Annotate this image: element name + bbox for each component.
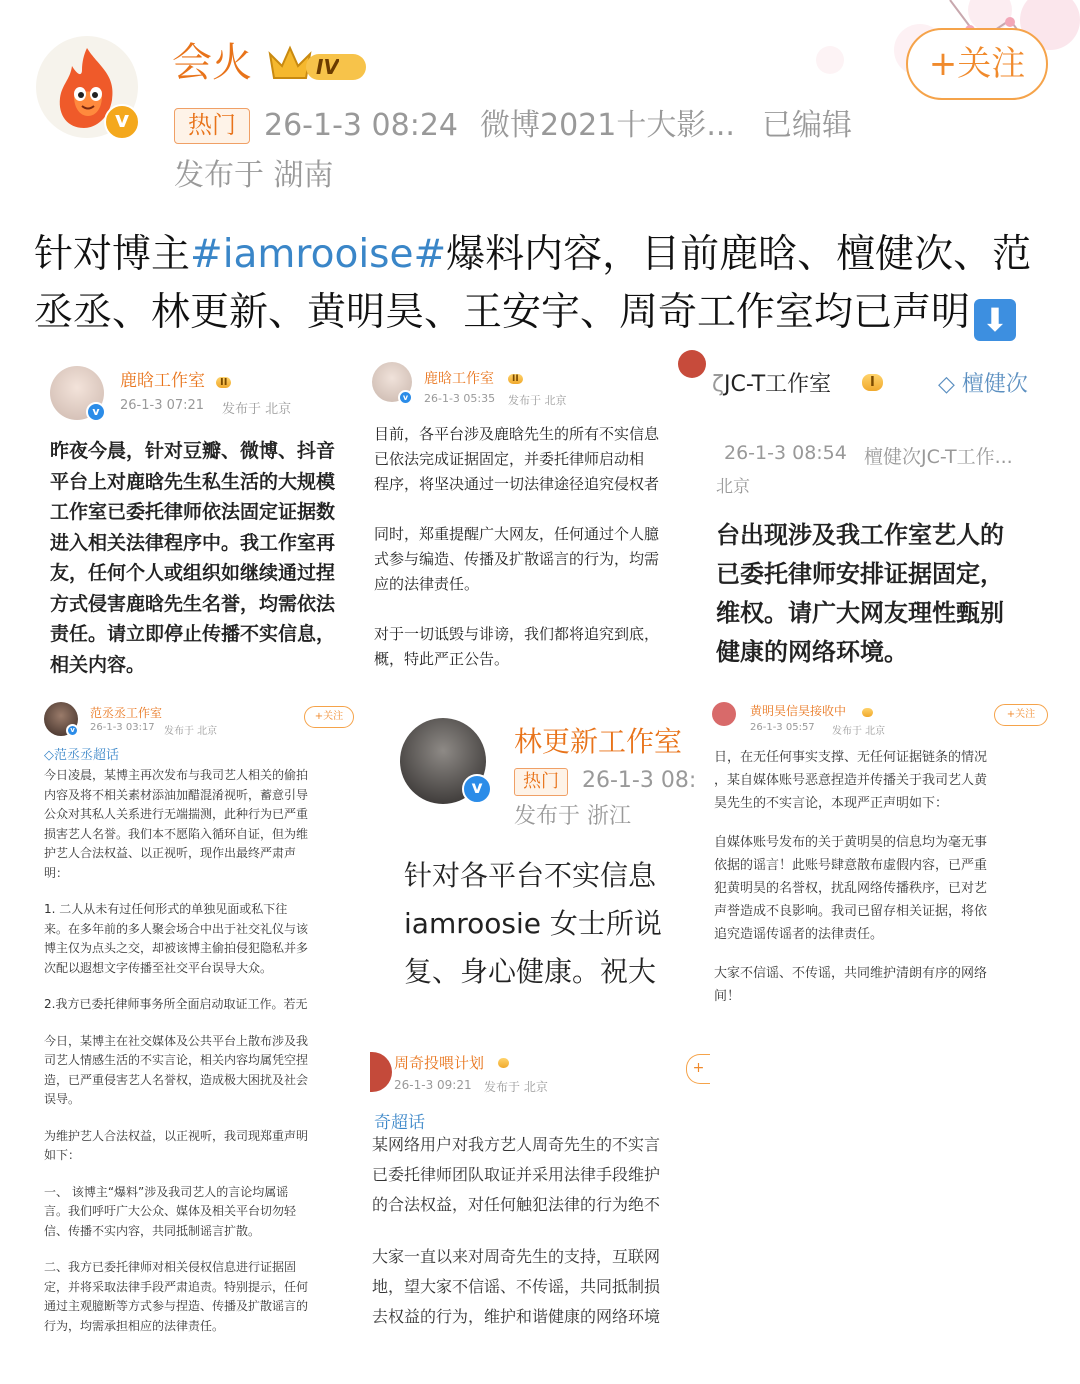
screenshot-fan-chengcheng-studio[interactable] [34, 690, 364, 1370]
card-body [714, 746, 1048, 1008]
card-location: 发布于 北京 [832, 726, 886, 737]
down-arrow-icon: ⬇ [974, 299, 1016, 341]
huang-avatar [712, 702, 736, 726]
card-source: 檀健次JC-T工作... [864, 446, 1013, 468]
paragraph: 2.我方已委托律师事务所全面启动取证工作。若无 [44, 997, 308, 1011]
related-account-link[interactable]: ◇ 檀健次 [938, 372, 1028, 397]
card-body: 针对各平台不实信息 iamroosie 女士所说 复、身心健康。祝大 [404, 859, 662, 988]
level-badge-icon [266, 44, 370, 84]
card-location: 发布于 北京 [484, 1080, 548, 1094]
verified-badge-icon: v [462, 774, 492, 804]
level-badge-icon [862, 702, 873, 721]
paragraph: 二、我方已委托律师对相关侵权信息进行证据固 定，并将采取法律手段严肃追责。特别提示，任何 通过主观臆断等方式参与捏造、传播及扩散谣言的 行为，均需承担相应的法律责任。 [44, 1260, 309, 1333]
card-follow-button[interactable]: + [686, 1054, 710, 1084]
post-text-suffix: 爆料内容，目前鹿晗、檀健次、范丞丞、林更新、黄明昊、王安宇、周奇工作室均已声明 [34, 232, 1032, 335]
screenshot-luhan-studio-1[interactable] [34, 350, 364, 676]
screenshot-lin-gengxin-studio[interactable] [372, 692, 706, 1010]
card-time: 26-1-3 07:21 [120, 398, 205, 413]
level-badge-text: IV [316, 55, 339, 79]
super-topic-icon: ◇ [44, 748, 54, 763]
card-time: 26-1-3 08: [582, 768, 697, 793]
card-time: 26-1-3 03:17 [90, 722, 155, 733]
screenshot-tan-jianci-studio[interactable] [712, 350, 1048, 676]
card-body [44, 766, 364, 1336]
card-author-name: 鹿晗工作室 [120, 371, 205, 391]
post-location: 发布于 湖南 [174, 158, 334, 193]
paragraph: 日，在无任何事实支撑、无任何证据链条的情况 ，某自媒体账号恶意捏造并传播关于我司艺人黄 昊先生的不实言论，本现严正声明如下： [714, 750, 988, 811]
username[interactable]: 会火 [172, 40, 252, 86]
card-location: 发布于 浙江 [514, 804, 631, 829]
card-body: 目前，各平台涉及鹿晗先生的所有不实信息 已依法完成证据固定，并委托律师启动相 程序，将坚决通过一切法律途径追究侵权者 同时，郑重提醒广大网友，任何通过个人臆 式参与编造、传播及扩散谣言的行为，均需 应的法律责任。 对于一切诋毁与诽谤，我们都将追究到底， 概，特此严正公告。 [374, 425, 660, 668]
verified-badge-icon: v [66, 724, 79, 737]
super-topic-link[interactable]: 奇超话 [374, 1113, 425, 1133]
card-time: 26-1-3 05:57 [750, 722, 815, 733]
hashtag-link[interactable]: #iamrooise# [190, 232, 447, 277]
card-author-name: ζJC-T工作室 [712, 372, 832, 397]
post-text-prefix: 针对博主 [34, 232, 191, 277]
card-author-name: 黄明昊信昊接收中 [750, 704, 847, 718]
level-badge-icon: II [216, 372, 231, 391]
paragraph: 一、 该博主“爆料”涉及我司艺人的言论均属谣 言。我们呼吁广大公众、媒体及相关平台切勿轻 信、传播不实内容，共同抵制谣言扩散。 [44, 1184, 297, 1238]
follow-button-label: +关注 [928, 44, 1026, 84]
verified-badge-icon: v [398, 390, 413, 405]
follow-button[interactable] [906, 28, 1048, 100]
post-timestamp: 26-1-3 08:24 [264, 108, 458, 143]
card-time: 26-1-3 05:35 [424, 392, 496, 405]
level-badge-icon [498, 1052, 509, 1071]
card-body: 台出现涉及我工作室艺人的 已委托律师安排证据固定， 维权。请广大网友理性甄别 健康的网络环境。 [716, 521, 1004, 666]
verified-badge-icon: v [104, 104, 140, 140]
level-badge-icon: II [508, 368, 523, 387]
level-badge-icon: I [862, 372, 883, 391]
card-hot-tag[interactable]: 热门 [514, 768, 568, 796]
screenshot-zhou-qi[interactable] [370, 1040, 710, 1358]
zhou-avatar [370, 1052, 392, 1092]
card-location: 北京 [716, 477, 750, 497]
card-body: 昨夜今晨，针对豆瓣、微博、抖音 平台上对鹿晗先生私生活的大规模 工作室已委托律师依法固定证据数 进入相关法律程序中。我工作室再 友，任何个人或组织如继续通过捏 方式侵害鹿晗先生名誉，均需依法 责任。请立即停止传播不实信息， 相关内容。 [50, 440, 336, 676]
card-author-name: 鹿晗工作室 [424, 371, 494, 387]
paragraph: 自媒体账号发布的关于黄明昊的信息均为毫无事 依据的谣言！此账号肆意散布虚假内容，已严重 犯黄明昊的名誉权，扰乱网络传播秩序，已对艺 声誉造成不良影响。我司已留存相关证据，将依 追究造谣传谣者的法律责任。 [714, 835, 988, 942]
screenshot-luhan-studio-2[interactable] [368, 350, 706, 676]
verified-badge-icon: v [86, 402, 106, 422]
card-follow-button[interactable]: +关注 [994, 704, 1048, 726]
profile-thumbnail [678, 350, 706, 378]
paragraph: 某网络用户对我方艺人周奇先生的不实言 已委托律师团队取证并采用法律手段维护 的合法权益，对任何触犯法律的行为绝不 [372, 1135, 661, 1214]
post-source[interactable]: 微博2021十大影... [480, 108, 735, 143]
paragraph: 1. 二人从未有过任何形式的单独见面或私下往 来。在多年前的多人聚会场合中出于社交礼仪与该 博主仅为点头之交，却被该博主偷拍侵犯隐私并多 次配以遐想文字传播至社交平台误导大众。 [44, 902, 309, 975]
paragraph: 今日凌晨，某博主再次发布与我司艺人相关的偷拍 内容及将不相关素材添油加醋混淆视听，蓄意引导 公众对其私人关系进行无端揣测，此种行为已严重 损害艺人名誉。我们本不愿陷入循环自证，但为维 护艺人合法权益、以正视听，现作出最终严肃声 明： [44, 768, 309, 880]
paragraph: 大家不信谣、不传谣，共同维护清朗有序的网络 间！ [714, 966, 988, 1004]
super-topic-link[interactable]: ◇范丞丞超话 [44, 748, 120, 763]
card-follow-button[interactable]: +关注 [304, 706, 354, 728]
paragraph: 今日，某博主在社交媒体及公共平台上散布涉及我 司艺人情感生活的不实言论，相关内容均属凭空捏 造，已严重侵害艺人名誉权，造成极大困扰及社会 误导。 [44, 1033, 309, 1106]
card-body [372, 1130, 710, 1332]
screenshot-huang-minghao[interactable] [712, 690, 1048, 1026]
paragraph: 为维护艺人合法权益，以正视听，我司现郑重声明 如下： [44, 1128, 309, 1162]
card-time: 26-1-3 08:54 [724, 442, 847, 464]
card-location: 发布于 北京 [164, 726, 218, 737]
card-time: 26-1-3 09:21 [394, 1078, 472, 1092]
paragraph: 大家一直以来对周奇先生的支持，互联网 地，望大家不信谣、不传谣，共同抵制损 去权益的行为，维护和谐健康的网络环境 [372, 1247, 661, 1326]
card-location: 发布于 北京 [222, 402, 292, 417]
hot-tag[interactable]: 热门 [174, 108, 250, 144]
card-author-name: 周奇投喂计划 [394, 1054, 485, 1072]
post-text [34, 226, 1050, 342]
edited-label[interactable]: 已编辑 [762, 108, 852, 143]
card-location: 发布于 北京 [508, 394, 567, 407]
card-author-name: 范丞丞工作室 [90, 706, 163, 720]
card-author-name: 林更新工作室 [514, 725, 683, 758]
